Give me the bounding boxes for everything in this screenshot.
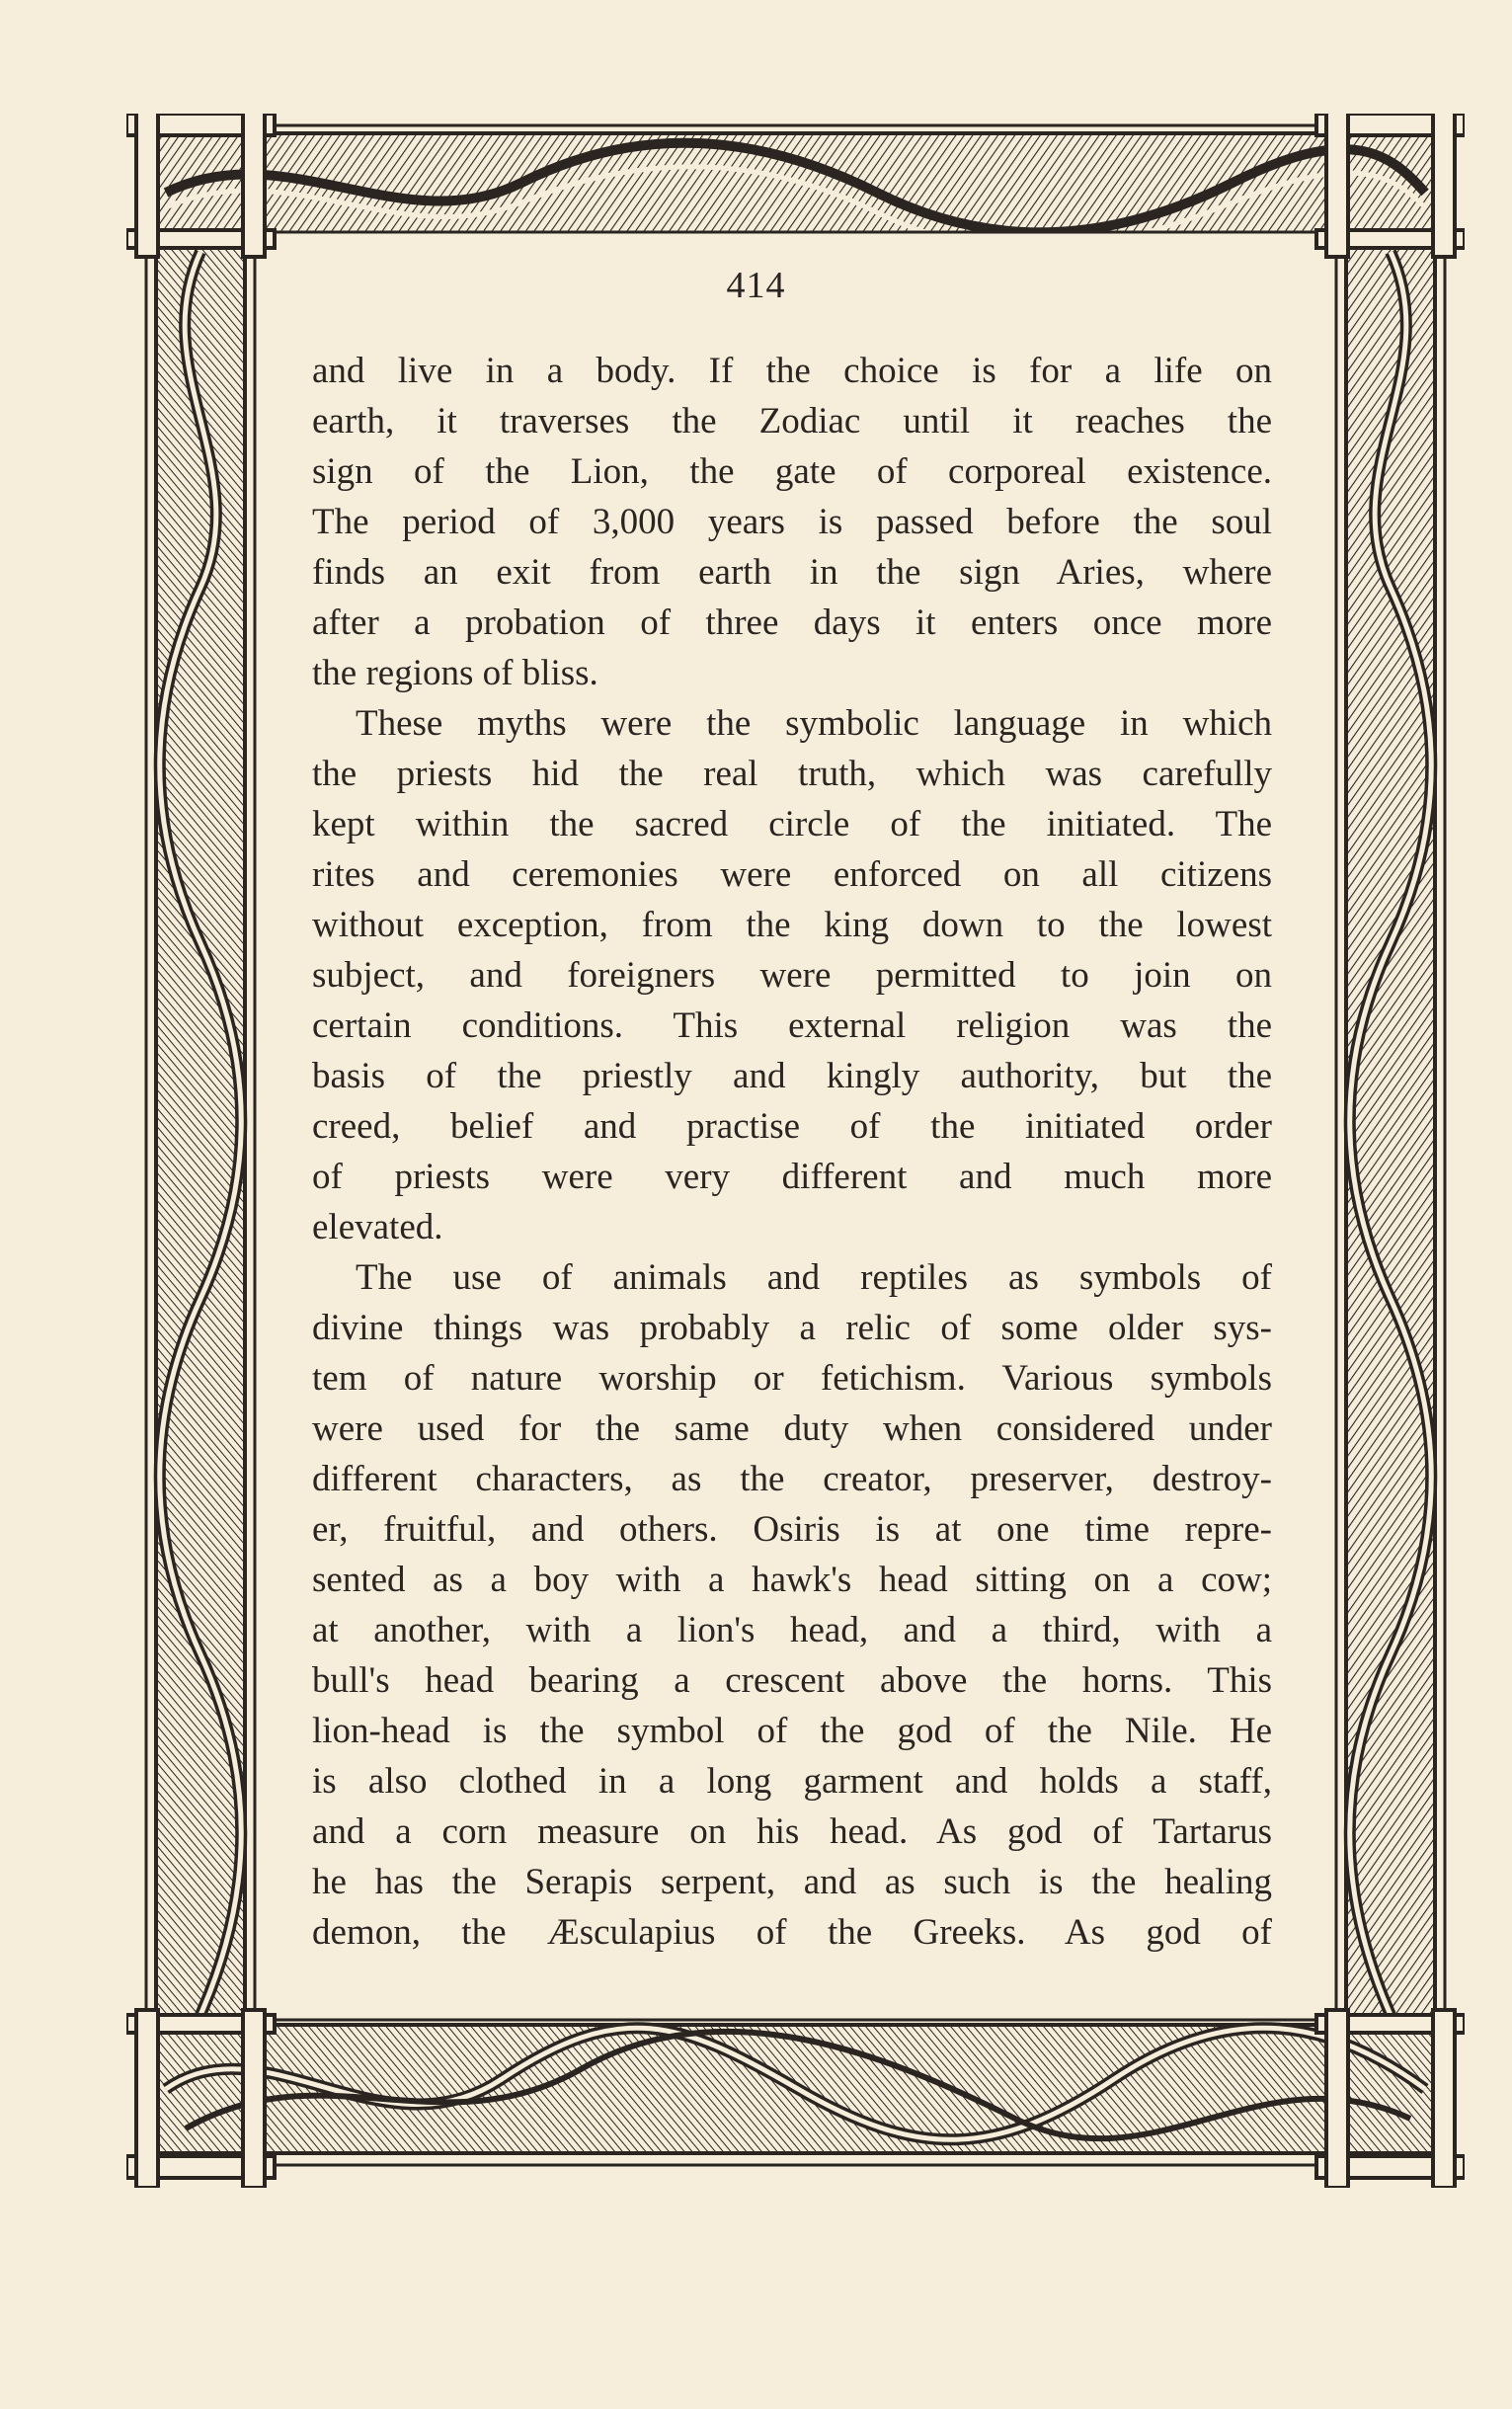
- text-line: bull's head bearing a crescent above the horns. This: [312, 1660, 1272, 1701]
- text-line: earth, it traverses the Zodiac until it reaches the: [312, 401, 1272, 442]
- left-border-band: [156, 242, 245, 2025]
- text-line: creed, belief and practise of the initiated order: [312, 1106, 1272, 1147]
- text-line: lion-head is the symbol of the god of the Nile. He: [312, 1711, 1272, 1751]
- text-line: without exception, from the king down to the lowest: [312, 905, 1272, 945]
- text-line: sented as a boy with a hawk's head sitting on a cow;: [312, 1560, 1272, 1600]
- text-line: and live in a body. If the choice is for a life on: [312, 351, 1272, 391]
- text-line: kept within the sacred circle of the initiated. The: [312, 804, 1272, 844]
- text-line: rites and ceremonies were enforced on all citizens: [312, 854, 1272, 895]
- text-line: The period of 3,000 years is passed before the soul: [312, 502, 1272, 542]
- text-line: The use of animals and reptiles as symbols of: [356, 1257, 1272, 1298]
- text-line: were used for the same duty when considered under: [312, 1408, 1272, 1449]
- text-line: tem of nature worship or fetichism. Various symbols: [312, 1358, 1272, 1399]
- text-line: subject, and foreigners were permitted to join on: [312, 955, 1272, 996]
- right-border-band: [1346, 242, 1435, 2025]
- page-number: 414: [726, 265, 786, 306]
- bottom-border-band: [156, 2025, 1435, 2153]
- text-line: basis of the priestly and kingly authority, but the: [312, 1056, 1272, 1096]
- text-line: sign of the Lion, the gate of corporeal existence.: [312, 451, 1272, 492]
- text-line: at another, with a lion's head, and a third, with a: [312, 1610, 1272, 1650]
- body-text: [312, 346, 1272, 1958]
- text-line: the priests hid the real truth, which was carefully: [312, 754, 1272, 794]
- text-line: divine things was probably a relic of some older sys-: [312, 1308, 1272, 1348]
- text-line: after a probation of three days it enters once more: [312, 602, 1272, 643]
- text-line: demon, the Æsculapius of the Greeks. As god of: [312, 1912, 1272, 1953]
- text-line: certain conditions. This external religion was the: [312, 1005, 1272, 1046]
- text-line: These myths were the symbolic language in which: [356, 703, 1272, 744]
- text-line: he has the Serapis serpent, and as such is the healing: [312, 1862, 1272, 1902]
- text-line: er, fruitful, and others. Osiris is at one time repre-: [312, 1509, 1272, 1550]
- text-line: elevated.: [312, 1207, 443, 1247]
- text-line: finds an exit from earth in the sign Aries, where: [312, 552, 1272, 593]
- text-line: different characters, as the creator, preserver, destroy-: [312, 1459, 1272, 1499]
- text-line: of priests were very different and much more: [312, 1157, 1272, 1197]
- text-line: the regions of bliss.: [312, 653, 598, 693]
- text-line: is also clothed in a long garment and holds a staff,: [312, 1761, 1272, 1802]
- text-line: and a corn measure on his head. As god of Tartarus: [312, 1811, 1272, 1852]
